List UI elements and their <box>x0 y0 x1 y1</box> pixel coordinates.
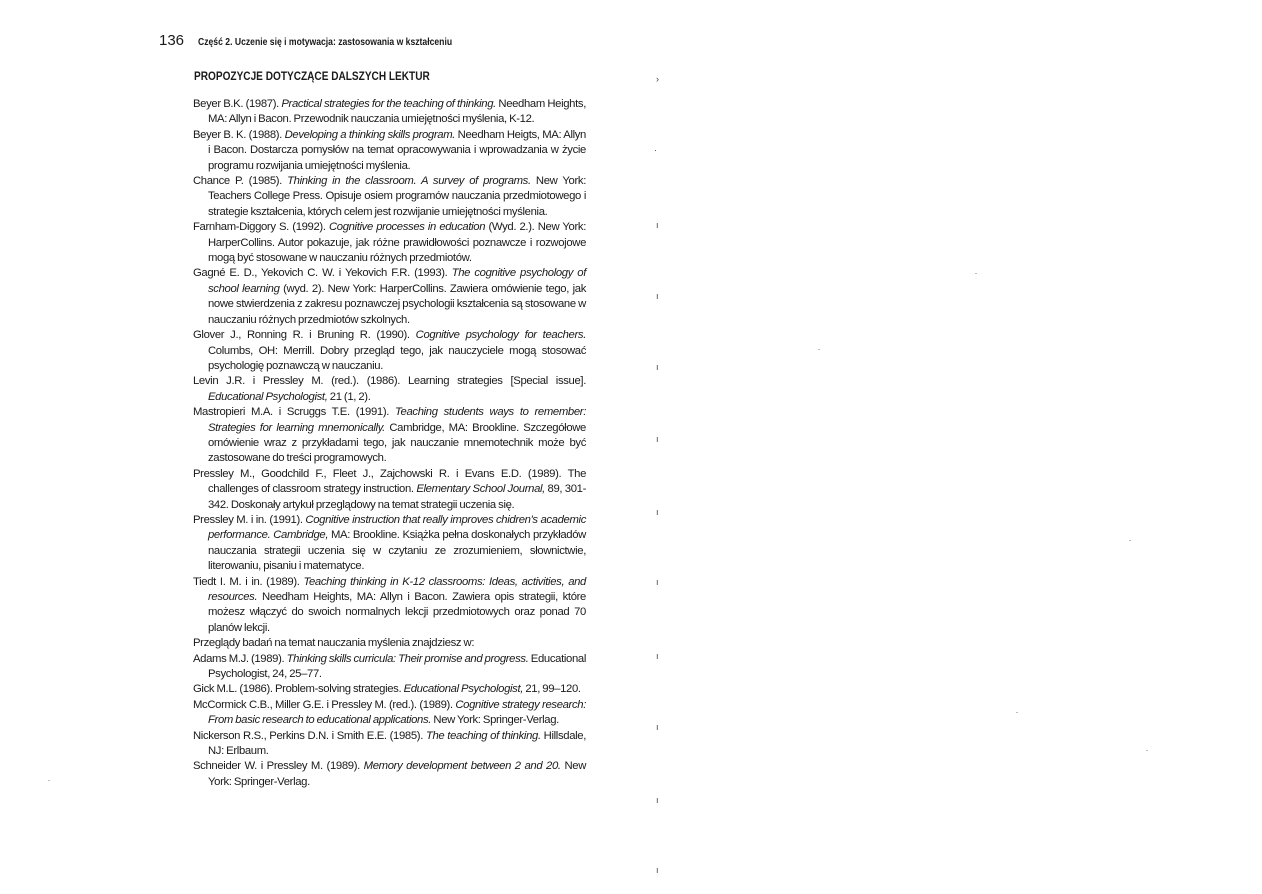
scan-mark: · <box>654 145 657 155</box>
scan-mark: ı <box>656 220 659 230</box>
page-header <box>159 32 508 49</box>
scan-mark: ı <box>656 651 659 661</box>
reference-item: Schneider W. i Pressley M. (1989). Memory development between 2 and 20. New York: Springer-Verlag. <box>193 760 587 788</box>
scan-speck <box>1129 540 1131 541</box>
reference-item: Chance P. (1985). Thinking in the classroom. A survey of programs. New York: Teachers College Press. Opisuje osiem programów nauczania przedmiotowego i strategie kształcenia, których celem jest rozwijanie umiejętności myślenia. <box>193 175 586 218</box>
scan-mark: ı <box>656 291 659 301</box>
scan-mark: › <box>656 74 659 84</box>
reference-item: Farnham-Diggory S. (1992). Cognitive processes in education (Wyd. 2.). New York: HarperCollins. Autor pokazuje, jak różne prawidłowości poznawcze i rozwojowe mogą być stosowane w nauczaniu różnych przedmiotów. <box>193 221 586 265</box>
scan-mark: ı <box>656 434 659 444</box>
reference-item: Levin J.R. i Pressley M. (red.). (1986). Learning strategies [Special issue]. Educational Psychologist, 21 (1, 2). <box>193 375 586 403</box>
reference-item: McCormick C.B., Miller G.E. i Pressley M. (red.). (1989). Cognitive strategy research: From basic research to educational applications. New York: Springer-Verlag. <box>193 698 586 727</box>
page-number: 136 <box>159 32 185 49</box>
scan-mark: ı <box>656 865 659 875</box>
section-title: PROPOZYCJE DOTYCZĄCE DALSZYCH LEKTUR <box>194 69 430 83</box>
reference-item: Gick M.L. (1986). Problem-solving strategies. Educational Psychologist, 21, 99–120. <box>193 683 581 696</box>
scan-speck <box>48 780 50 781</box>
reference-item: Gagné E. D., Yekovich C. W. i Yekovich F.R. (1993). The cognitive psychology of school learning (wyd. 2). New York: HarperCollins. Zawiera omówienie tego, jak nowe stwierdzenia z zakresu poznawczej psychologii kształcenia są stosowane w nauczaniu różnych przedmiotów szkolnych. <box>193 267 586 326</box>
reference-item: Pressley M. i in. (1991). Cognitive instruction that really improves chidren's academic performance. Cambridge, MA: Brookline. Książka pełna doskonałych przykładów nauczania strategii uczenia się w czytaniu ze zrozumieniem, słownictwie, literowaniu, pisaniu i matematyce. <box>193 513 586 573</box>
scan-mark: ı <box>656 795 659 805</box>
scan-mark: ı <box>656 722 659 732</box>
review-intro: Przeglądy badań na temat nauczania myślenia znajdziesz w: <box>193 637 475 650</box>
running-head: Część 2. Uczenie się i motywacja: zastosowania w kształceniu <box>198 36 453 48</box>
reference-item: Glover J., Ronning R. i Bruning R. (1990). Cognitive psychology for teachers. Columbs, OH: Merrill. Dobry przegląd tego, jak nauczyciele mogą stosować psychologię poznawczą w nauczaniu. <box>193 329 586 372</box>
scan-speck <box>1146 750 1148 751</box>
reference-item: Nickerson R.S., Perkins D.N. i Smith E.E. (1985). The teaching of thinking. Hillsdale, NJ: Erlbaum. <box>193 729 587 758</box>
reference-item: Adams M.J. (1989). Thinking skills curricula: Their promise and progress. Educational Psychologist, 24, 25–77. <box>193 652 586 681</box>
reference-item: Pressley M., Goodchild F., Fleet J., Zajchowski R. i Evans E.D. (1989). The challenges of classroom strategy instruction. Elementary School Journal, 89, 301-342. Doskonały artykuł przeglądowy na temat strategii uczenia się. <box>193 467 586 511</box>
reference-item: Beyer B. K. (1988). Developing a thinking skills program. Needham Heigts, MA: Allyn i Bacon. Dostarcza pomysłów na temat opracowywania i wprowadzania w życie programu rozwijania umiejętności myślenia. <box>193 128 586 172</box>
reference-list <box>193 97 586 790</box>
scan-speck <box>1016 712 1018 713</box>
scan-speck <box>818 349 820 350</box>
reference-item: Beyer B.K. (1987). Practical strategies for the teaching of thinking. Needham Heights, MA: Allyn i Bacon. Przewodnik nauczania umiejętności myślenia, K-12. <box>193 98 586 126</box>
scan-speck <box>975 273 977 274</box>
scan-mark: ı <box>656 362 659 372</box>
reference-item: Mastropieri M.A. i Scruggs T.E. (1991). Teaching students ways to remember: Strategies for learning mnemonically. Cambridge, MA: Brookline. Szczegółowe omówienie wraz z przykładami tego, jak nauczanie mnemotechnik może być zastosowane do treści programowych. <box>193 406 586 465</box>
scan-mark: ı <box>656 507 659 517</box>
reference-item: Tiedt I. M. i in. (1989). Teaching thinking in K-12 classrooms: Ideas, activities, and resources. Needham Heights, MA: Allyn i Bacon. Zawiera opis strategii, które możesz włączyć do swoich normalnych lekcji przedmiotowych oraz ponad 70 planów lekcji. <box>193 575 586 634</box>
scan-mark: ı <box>656 577 659 587</box>
